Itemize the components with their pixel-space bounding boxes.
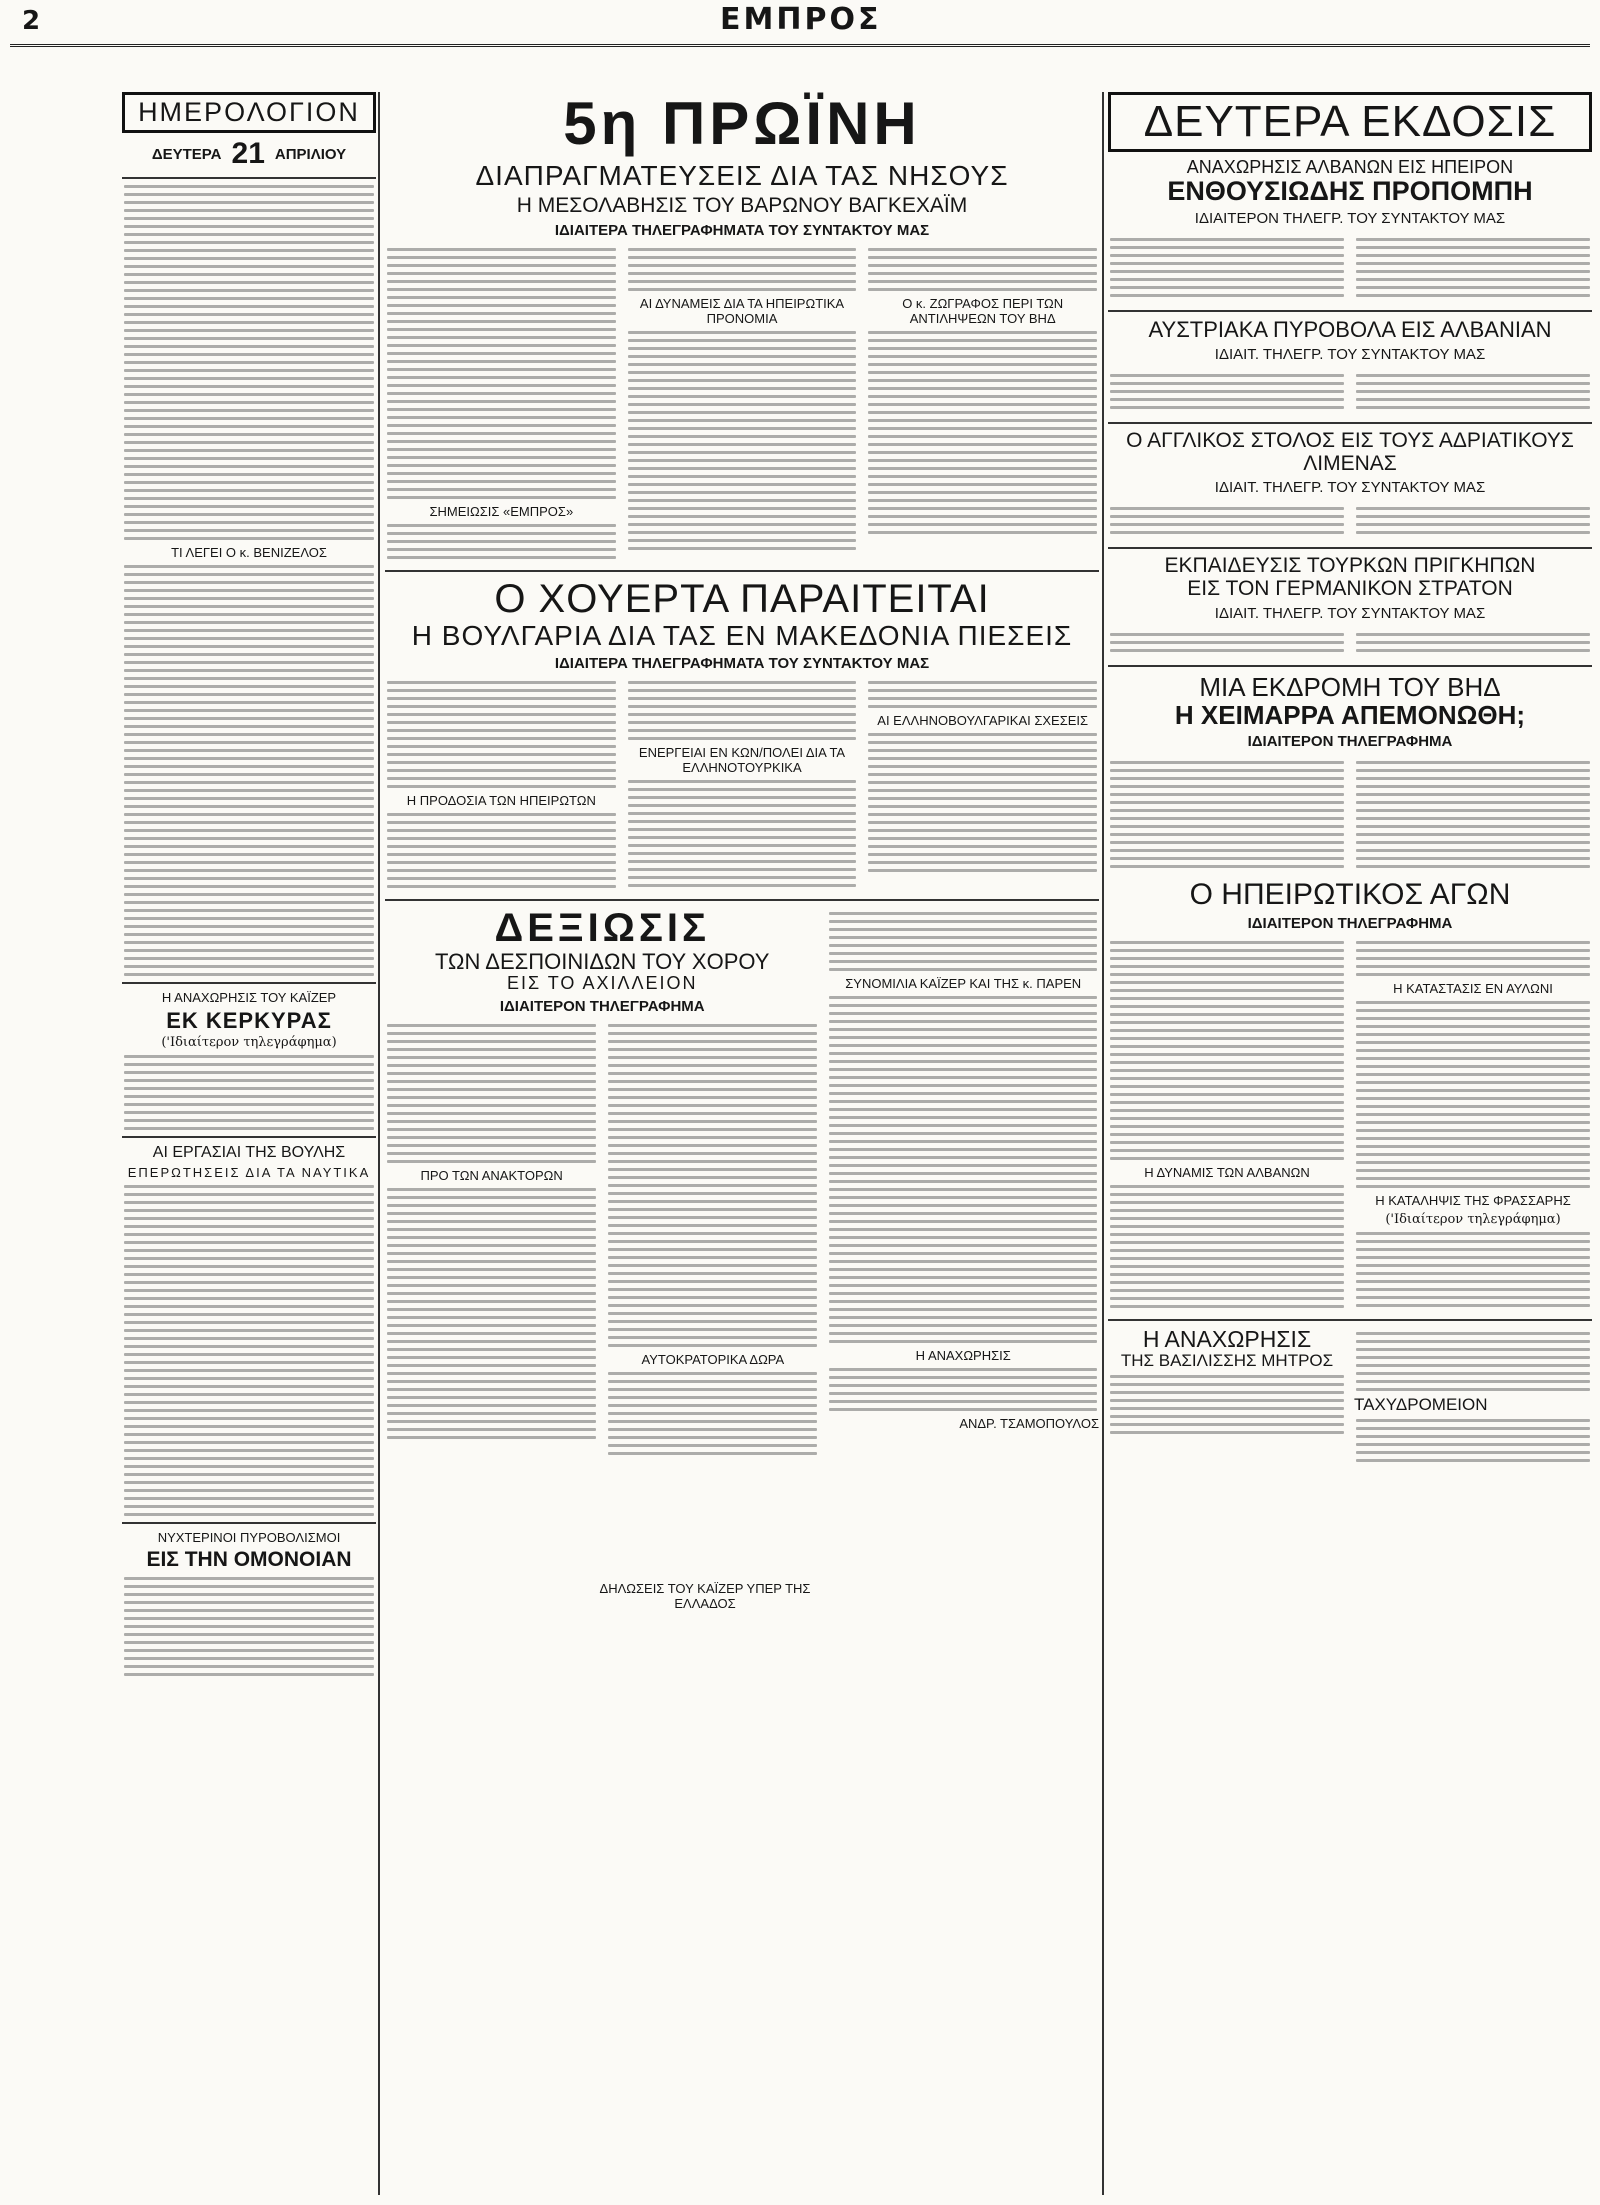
headline: ΔΕΞΙΩΣΙΣ <box>494 906 710 951</box>
headline: Ο ΧΟΥΕΡΤΑ ΠΑΡΑΙΤΕΙΤΑΙ <box>494 576 990 621</box>
divider <box>385 899 1099 901</box>
section-heading: ΣΥΝΟΜΙΛΙΑ ΚΑΪΖΕΡ ΚΑΙ ΤΗΣ κ. ΠΑΡΕΝ <box>845 976 1082 992</box>
lead-headline: ΔΙΑΠΡΑΓΜΑΤΕΥΣΕΙΣ ΔΙΑ ΤΑΣ ΝΗΣΟΥΣ <box>475 159 1009 191</box>
issue-weekday: ΔΕΥΤΕΡΑ <box>151 145 222 163</box>
divider <box>1108 1319 1592 1321</box>
section-subheading: ('Ιδιαίτερον τηλεγράφημα) <box>161 1034 337 1050</box>
divider <box>1108 422 1592 424</box>
body-text-lines <box>122 1577 376 1676</box>
body-text-lines <box>122 1185 376 1516</box>
section-kicker: ΙΔΙΑΙΤΕΡΟΝ ΤΗΛΕΓΡ. ΤΟΥ ΣΥΝΤΑΚΤΟΥ ΜΑΣ <box>1194 210 1506 228</box>
headline: Η ΑΝΑΧΩΡΗΣΙΣ <box>1142 1326 1312 1353</box>
section-heading: ΑΥΤΟΚΡΑΤΟΡΙΚΑ ΔΩΡΑ <box>641 1351 785 1367</box>
divider <box>385 570 1099 572</box>
column-rule <box>1102 92 1104 2195</box>
subheadline: ΤΗΣ ΒΑΣΙΛΙΣΣΗΣ ΜΗΤΡΟΣ <box>1120 1350 1334 1370</box>
section-kicker: ΙΔΙΑΙΤΕΡΑ ΤΗΛΕΓΡΑΦΗΜΑΤΑ ΤΟΥ ΣΥΝΤΑΚΤΟΥ ΜΑΣ <box>554 221 930 239</box>
divider <box>122 1522 376 1524</box>
section-heading: ΝΥΧΤΕΡΙΝΟΙ ΠΥΡΟΒΟΛΙΣΜΟΙ <box>157 1530 341 1546</box>
divider <box>122 177 376 179</box>
section-subheading: ΕΠΕΡΩΤΗΣΕΙΣ ΔΙΑ ΤΑ ΝΑΥΤΙΚΑ <box>127 1165 371 1181</box>
section-heading: Η ΚΑΤΑΛΗΨΙΣ ΤΗΣ ΦΡΑΣΣΑΡΗΣ <box>1375 1193 1571 1209</box>
divider <box>122 982 376 984</box>
section-kicker: ΙΔΙΑΙΤΕΡΟΝ ΤΗΛΕΓΡΑΦΗΜΑ <box>1247 732 1453 750</box>
section-heading: Η ΠΡΟΔΟΣΙΑ ΤΩΝ ΗΠΕΙΡΩΤΩΝ <box>406 793 596 809</box>
section-subheading: ('Ιδιαίτερον τηλεγράφημα) <box>1385 1212 1561 1228</box>
section-heading: Η ΚΑΤΑΣΤΑΣΙΣ ΕΝ ΑΥΛΩΝΙ <box>1393 981 1553 997</box>
section-heading: ΑΙ ΔΥΝΑΜΕΙΣ ΔΙΑ ΤΑ ΗΠΕΙΡΩΤΙΚΑ ΠΡΟΝΟΜΙΑ <box>639 295 845 326</box>
article-columns <box>385 243 1099 564</box>
middle-column <box>385 92 1099 2195</box>
top-banner: 5η ΠΡΩΪΝΗ <box>563 92 921 157</box>
headline: Ο ΑΓΓΛΙΚΟΣ ΣΤΟΛΟΣ ΕΙΣ ΤΟΥΣ ΑΔΡΙΑΤΙΚΟΥΣ ΛΙΜΕΝΑΣ <box>1126 428 1574 475</box>
body-text-lines <box>122 185 376 540</box>
section-kicker: ΙΔΙΑΙΤ. ΤΗΛΕΓΡ. ΤΟΥ ΣΥΝΤΑΚΤΟΥ ΜΑΣ <box>1214 345 1486 363</box>
headline: ΜΙΑ ΕΚΔΡΟΜΗ ΤΟΥ ΒΗΔ <box>1199 671 1501 702</box>
subheadline: ΕΙΣ ΤΟ ΑΧΙΛΛΕΙΟΝ <box>506 973 698 994</box>
headline: ΑΝΑΧΩΡΗΣΙΣ ΑΛΒΑΝΩΝ ΕΙΣ ΗΠΕΙΡΟΝ <box>1186 156 1514 177</box>
section-kicker: ΙΔΙΑΙΤ. ΤΗΛΕΓΡ. ΤΟΥ ΣΥΝΤΑΚΤΟΥ ΜΑΣ <box>1214 604 1486 622</box>
issue-date <box>122 137 376 171</box>
section-heading: Η ΑΝΑΧΩΡΗΣΙΣ ΤΟΥ ΚΑΪΖΕΡ <box>161 990 337 1006</box>
headline: ΤΑΧΥΔΡΟΜΕΙΟΝ <box>1354 1395 1488 1415</box>
paper-name: ΕΜΠΡΟΣ <box>720 2 882 37</box>
section-headline: ΕΚ ΚΕΡΚΥΡΑΣ <box>166 1008 332 1034</box>
subheadline: ΕΙΣ ΤΟΝ ΓΕΡΜΑΝΙΚΟΝ ΣΤΡΑΤΟΝ <box>1187 576 1513 600</box>
hemerologion-title: ΗΜΕΡΟΛΟΓΙΟΝ <box>122 92 376 133</box>
section-kicker: ΙΔΙΑΙΤ. ΤΗΛΕΓΡ. ΤΟΥ ΣΥΝΤΑΚΤΟΥ ΜΑΣ <box>1214 479 1486 497</box>
section-heading: Η ΑΝΑΧΩΡΗΣΙΣ <box>915 1348 1011 1364</box>
body-text-lines <box>122 565 376 976</box>
article-columns <box>385 676 1099 893</box>
section-kicker: ΙΔΙΑΙΤΕΡΟΝ ΤΗΛΕΓΡΑΦΗΜΑ <box>499 997 705 1015</box>
headline: ΕΚΠΑΙΔΕΥΣΙΣ ΤΟΥΡΚΩΝ ΠΡΙΓΚΗΠΩΝ <box>1164 554 1536 578</box>
headline: ΕΝΘΟΥΣΙΩΔΗΣ ΠΡΟΠΟΜΠΗ <box>1167 175 1533 206</box>
headline: ΑΥΣΤΡΙΑΚΑ ΠΥΡΟΒΟΛΑ ΕΙΣ ΑΛΒΑΝΙΑΝ <box>1148 317 1552 343</box>
section-heading: ΣΗΜΕΙΩΣΙΣ «ΕΜΠΡΟΣ» <box>429 503 574 519</box>
page-number: 2 <box>22 6 41 36</box>
section-headline: ΕΙΣ ΤΗΝ ΟΜΟΝΟΙΑΝ <box>146 1548 352 1572</box>
section-heading: ΑΙ ΕΛΛΗΝΟΒΟΥΛΓΑΡΙΚΑΙ ΣΧΕΣΕΙΣ <box>877 713 1089 729</box>
subheadline: Η ΧΕΙΜΑΡΡΑ ΑΠΕΜΟΝΩΘΗ; <box>1174 699 1526 730</box>
article-signature: ΑΝΔΡ. ΤΣΑΜΟΠΟΥΛΟΣ <box>959 1416 1099 1432</box>
divider <box>1108 547 1592 549</box>
section-heading: ΠΡΟ ΤΩΝ ΑΝΑΚΤΟΡΩΝ <box>420 1167 563 1183</box>
right-column <box>1108 92 1592 2195</box>
lead-subheadline: Η ΜΕΣΟΛΑΒΗΣΙΣ ΤΟΥ ΒΑΡΩΝΟΥ ΒΑΓΚΕΧΑΪΜ <box>516 194 968 218</box>
article-columns <box>385 907 1099 1459</box>
left-column <box>122 92 376 2195</box>
divider <box>1108 310 1592 312</box>
section-heading: ΕΝΕΡΓΕΙΑΙ ΕΝ ΚΩΝ/ΠΟΛΕΙ ΔΙΑ ΤΑ ΕΛΛΗΝΟΤΟΥΡΚΙΚΑ <box>638 745 846 776</box>
section-heading: Ο κ. ΖΩΓΡΑΦΟΣ ΠΕΡΙ ΤΩΝ ΑΝΤΙΛΗΨΕΩΝ ΤΟΥ ΒΗΔ <box>902 295 1064 326</box>
divider <box>122 1136 376 1138</box>
section-heading: ΔΗΛΩΣΕΙΣ ΤΟΥ ΚΑΪΖΕΡ ΥΠΕΡ ΤΗΣ ΕΛΛΑΔΟΣ <box>599 1581 811 1611</box>
masthead <box>0 0 1600 80</box>
section-heading: ΤΙ ΛΕΓΕΙ Ο κ. ΒΕΝΙΖΕΛΟΣ <box>171 545 327 561</box>
section-kicker: ΙΔΙΑΙΤΕΡΟΝ ΤΗΛΕΓΡΑΦΗΜΑ <box>1247 915 1453 933</box>
column-rule <box>378 92 380 2195</box>
headline: Ο ΗΠΕΙΡΩΤΙΚΟΣ ΑΓΩΝ <box>1189 877 1511 911</box>
second-edition-banner: ΔΕΥΤΕΡΑ ΕΚΔΟΣΙΣ <box>1108 92 1592 152</box>
headline: Η ΒΟΥΛΓΑΡΙΑ ΔΙΑ ΤΑΣ ΕΝ ΜΑΚΕΔΟΝΙΑ ΠΙΕΣΕΙΣ <box>411 619 1073 651</box>
body-text-lines <box>122 1055 376 1130</box>
section-heading: Η ΔΥΝΑΜΙΣ ΤΩΝ ΑΛΒΑΝΩΝ <box>1144 1165 1310 1181</box>
divider <box>1108 665 1592 667</box>
issue-month: ΑΠΡΙΛΙΟΥ <box>274 145 347 163</box>
section-headline: ΑΙ ΕΡΓΑΣΙΑΙ ΤΗΣ ΒΟΥΛΗΣ <box>152 1143 346 1161</box>
issue-day: 21 <box>231 137 265 171</box>
section-kicker: ΙΔΙΑΙΤΕΡΑ ΤΗΛΕΓΡΑΦΗΜΑΤΑ ΤΟΥ ΣΥΝΤΑΚΤΟΥ ΜΑΣ <box>554 655 930 673</box>
subheadline: ΤΩΝ ΔΕΣΠΟΙΝΙΔΩΝ ΤΟΥ ΧΟΡΟΥ <box>435 949 770 975</box>
masthead-rule <box>10 44 1590 47</box>
